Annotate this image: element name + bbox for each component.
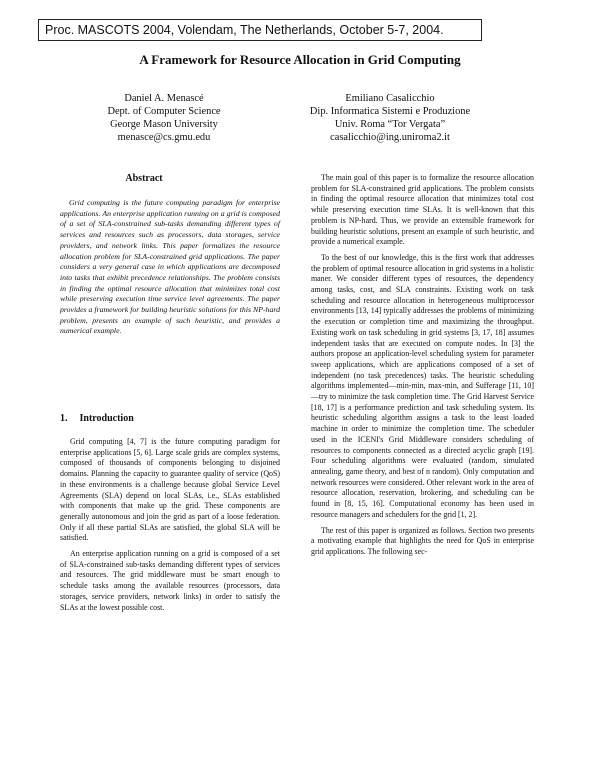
paper-title: A Framework for Resource Allocation in Grid Computing (139, 52, 461, 67)
proceedings-header: Proc. MASCOTS 2004, Volendam, The Netherlands, October 5-7, 2004. (38, 19, 482, 41)
abstract-heading: Abstract (125, 173, 163, 184)
section-title: Introduction (79, 413, 134, 424)
author-email: casalicchio@ing.uniroma2.it (330, 132, 450, 143)
author-dept: Dip. Informatica Sistemi e Produzione (309, 106, 471, 117)
author-institution: Univ. Roma “Tor Vergata” (334, 119, 446, 130)
paragraph: The rest of this paper is organized as follows. Section two presents a motivating example that highlights the need for QoS in enterprise grid applications. The following sec- (311, 525, 534, 556)
paragraph: To the best of our knowledge, this is the first work that addresses the problem of optimal resource allocation in grid systems in a holistic maner. We consider different types of resources, the dependency among tasks, cost, and SLA constraints. Existing work on task scheduling and resource allocation in heterogeneous multiprocessor environments [13, 14] typically addresses the problems of minimizing the execution or completion time and maximizing the throughput. Existing work on task scheduling in grid systems [3, 17, 18] assumes independent tasks that are executed on compute nodes. In [3] the authors propose an application-level scheduling system for parameter sweep applications, which are applications composed of a set of independent (no task precedences) tasks. The heuristic scheduling algorithms implemented—min-min, max-min, and Sufferage [11, 10]—try to minimize the task completion time. The Grid Harvest Service [18, 17] is a performance prediction and task scheduling system. Its heuristic scheduling algorithm assigns a task to the least loaded machine in order to minimize the completion time. The scheduler used in the ICENI's Grid Middleware considers scheduling of resources to components connected as a directed acyclic graph [19]. Four scheduling algorithms were evaluated (random, simulated annealing, game theory, and best of n random). Only computation and network resources were considered. Other relevant work in the area of resource allocation, reservation, brokering, and scheduling can be found in [8, 15, 16]. Computational economy has been used in resource managers and schedulers for the grid [1, 2]. (311, 252, 534, 519)
author-block-1 (72, 92, 256, 144)
abstract-text: Grid computing is the future computing paradigm for enterprise applications. An enterprise application running on a grid is composed of a set of SLA-constrained sub-tasks demanding different types of services and resources such as processors, data storages, service providers, and network links. This paper formalizes the resource allocation problem for SLA-constrained grid applications. The paper considers a very general case in which applications are decomposed into tasks that exhibit precedence relationships. The problem consists in finding the optimal resource allocation that minimizes total cost while preserving execution time service level agreements. The paper provides a framework for building heuristic solutions for this NP-hard problem, presents an example of such heuristic, and provides a numerical example. (60, 198, 280, 336)
paragraph: Grid computing [4, 7] is the future computing paradigm for enterprise applications [5, 6]. Large scale grids are complex systems, composed of thousands of components belonging to disjoined domains. Planning the capacity to guarantee quality of service (QoS) in these environments is a challenge because global Service Level Agreements (SLA) depend on local SLAs, i.e., SLAs established with components that make up the grid. These components are generally autonomous and join the grid as part of a loose federation. Only if all these partial SLAs are satisfied, the global SLA will be satisfied. (60, 437, 280, 543)
author-dept: Dept. of Computer Science (107, 106, 221, 117)
author-block-2 (284, 92, 496, 144)
section-number: 1. (60, 413, 68, 424)
author-institution: George Mason University (110, 119, 218, 130)
paragraph: The main goal of this paper is to formalize the resource allocation problem for SLA-constrained grid applications. The problem consists in finding the optimal resource allocation that minimizes total cost while preserving execution time SLAs. It is well-known that this problem is NP-hard. Thus, we provide an extensible framework for building heuristic solutions, present an example of such heuristic, and provide a numerical example. (311, 173, 534, 247)
author-email: menasce@cs.gmu.edu (117, 132, 211, 143)
introduction-body (60, 437, 280, 613)
right-column-body (311, 173, 534, 558)
author-name: Daniel A. Menascé (124, 93, 204, 104)
paragraph: An enterprise application running on a grid is composed of a set of SLA-constrained sub-tasks demanding different types of services and resources. The grid middleware must be smart enough to schedule tasks among the available resources (processors, data storages, service providers, network links) in order to satisfy the SLAs at the lowest possible cost. (60, 549, 280, 612)
author-name: Emiliano Casalicchio (345, 93, 435, 104)
section-heading-introduction (60, 413, 134, 424)
